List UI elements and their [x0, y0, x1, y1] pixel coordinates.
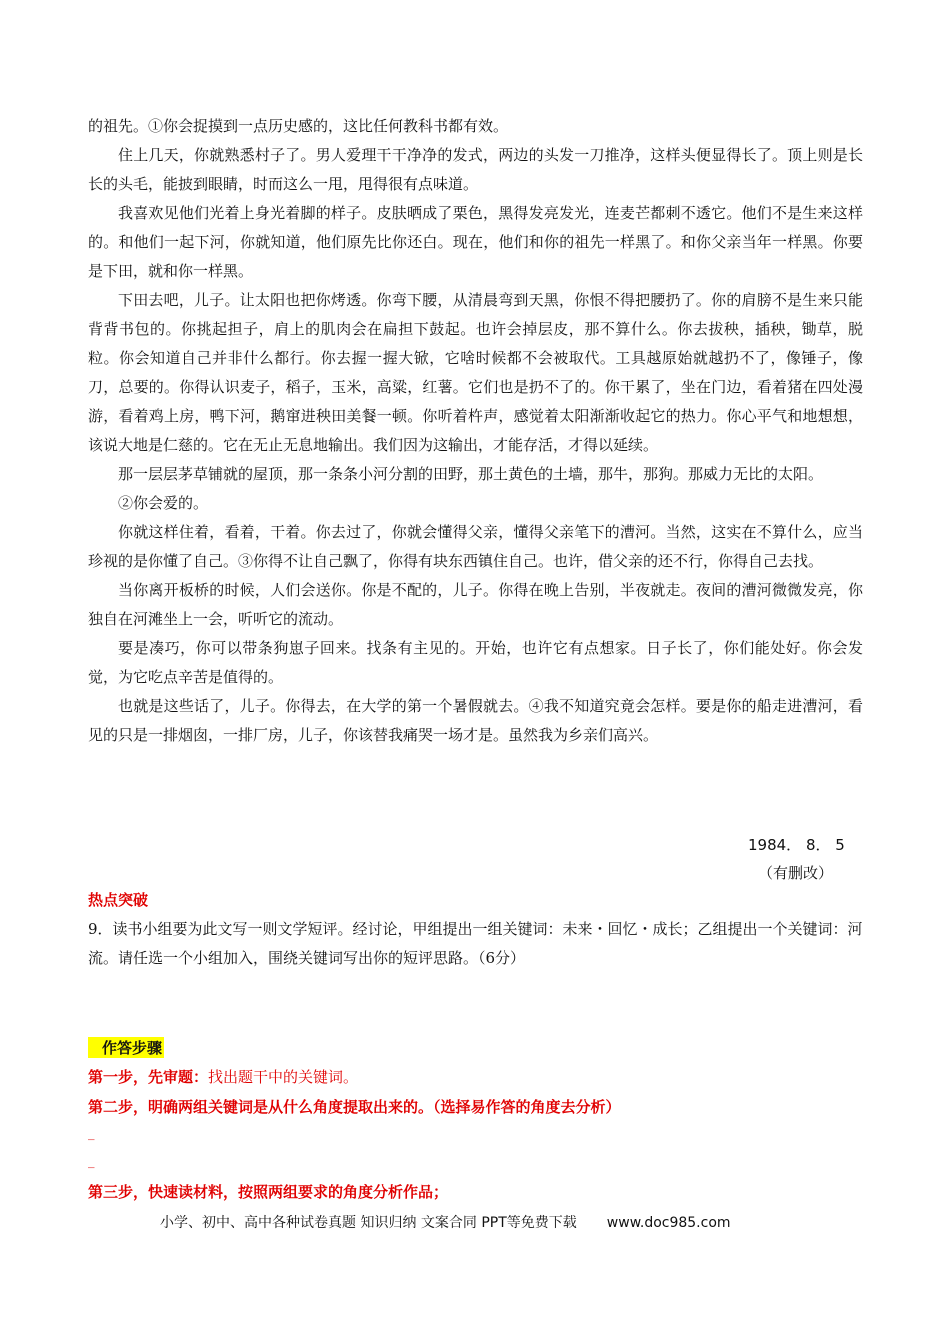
- footer-text: 小学、初中、高中各种试卷真题 知识归纳 文案合同 PPT等免费下载: [160, 1215, 577, 1231]
- step-3: 第三步，快速读材料，按照两组要求的角度分析作品；: [88, 1183, 449, 1201]
- step-1-text: 找出题干中的关键词。: [208, 1068, 359, 1086]
- paragraph: 也就是这些话了，儿子。你得去，在大学的第一个暑假就去。④我不知道究竟会怎样。要是你的船走进漕河，看见的只是一排烟囱，一排厂房，儿子，你该替我痛哭一场才是。虽然我为乡亲们高兴。: [88, 697, 863, 744]
- paragraph: 住上几天，你就熟悉村子了。男人爱理干干净净的发式，两边的头发一刀推净，这样头便显得长了。顶上则是长长的头毛，能披到眼睛，时而这么一甩，甩得很有点味道。: [88, 146, 863, 193]
- answer-blank: _: [88, 1154, 95, 1169]
- paragraph: 要是凑巧，你可以带条狗崽子回来。找条有主见的。开始，也许它有点想家。日子长了，你们能处好。你会发觉，为它吃点辛苦是值得的。: [88, 639, 863, 686]
- paragraph: ②你会爱的。: [118, 494, 209, 512]
- step-2: 第二步，明确两组关键词是从什么角度提取出来的。（选择易作答的角度去分析）: [88, 1098, 621, 1116]
- step-1: [88, 1066, 358, 1087]
- section-title-hot: 热点突破: [88, 891, 149, 909]
- page-footer: [160, 1212, 731, 1232]
- question-9: 9．读书小组要为此文写一则文学短评。经讨论，甲组提出一组关键词：未来・回忆・成长；乙组提出一个关键词：河流。请任选一个小组加入，围绕关键词写出你的短评思路。（6分）: [88, 920, 863, 967]
- steps-title: 作答步骤: [88, 1037, 164, 1058]
- article-body: [88, 112, 863, 750]
- footer-url[interactable]: www.doc985.com: [606, 1215, 731, 1231]
- paragraph: 下田去吧，儿子。让太阳也把你烤透。你弯下腰，从清晨弯到天黑，你恨不得把腰扔了。你的肩膀不是生来只能背背书包的。你挑起担子，肩上的肌肉会在扁担下鼓起。也许会掉层皮，那不算什么。你去拔秧，插秧，锄草，脱粒。你会知道自己并非什么都行。你去握一握大锨，它啥时候都不会被取代。工具越原始就越扔不了，像锤子，像刀，总要的。你得认识麦子，稻子，玉米，高粱，红薯。它们也是扔不了的。你干累了，坐在门边，看着猪在四处漫游，看着鸡上房，鸭下河，鹅窜进秧田美餐一顿。你听着杵声，感觉着太阳渐渐收起它的热力。你心平气和地想想，该说大地是仁慈的。它在无止无息地输出。我们因为这输出，才能存活，才得以延续。: [88, 291, 863, 454]
- paragraph: 那一层层茅草铺就的屋顶，那一条条小河分割的田野，那土黄色的土墙，那牛，那狗。那威力无比的太阳。: [118, 465, 824, 483]
- paragraph: 你就这样住着，看着，干着。你去过了，你就会懂得父亲，懂得父亲笔下的漕河。当然，这实在不算什么，应当珍视的是你懂了自己。③你得不让自己飘了，你得有块东西镇住自己。也许，借父亲的还不行，你得自己去找。: [88, 523, 863, 570]
- edit-note: （有删改）: [758, 864, 834, 882]
- paragraph: 当你离开板桥的时候，人们会送你。你是不配的，儿子。你得在晚上告别，半夜就走。夜间的漕河微微发亮，你独自在河滩坐上一会，听听它的流动。: [88, 581, 863, 628]
- answer-blank: _: [88, 1126, 95, 1141]
- article-date: 1984． 8． 5: [748, 836, 845, 854]
- paragraph: 的祖先。①你会捉摸到一点历史感的，这比任何教科书都有效。: [88, 117, 509, 135]
- step-1-head: 第一步，先审题：: [88, 1068, 209, 1086]
- paragraph: 我喜欢见他们光着上身光着脚的样子。皮肤晒成了栗色，黑得发亮发光，连麦芒都刺不透它。他们不是生来这样的。和他们一起下河，你就知道，他们原先比你还白。现在，他们和你的祖先一样黑了。和你父亲当年一样黑。你要是下田，就和你一样黑。: [88, 204, 863, 280]
